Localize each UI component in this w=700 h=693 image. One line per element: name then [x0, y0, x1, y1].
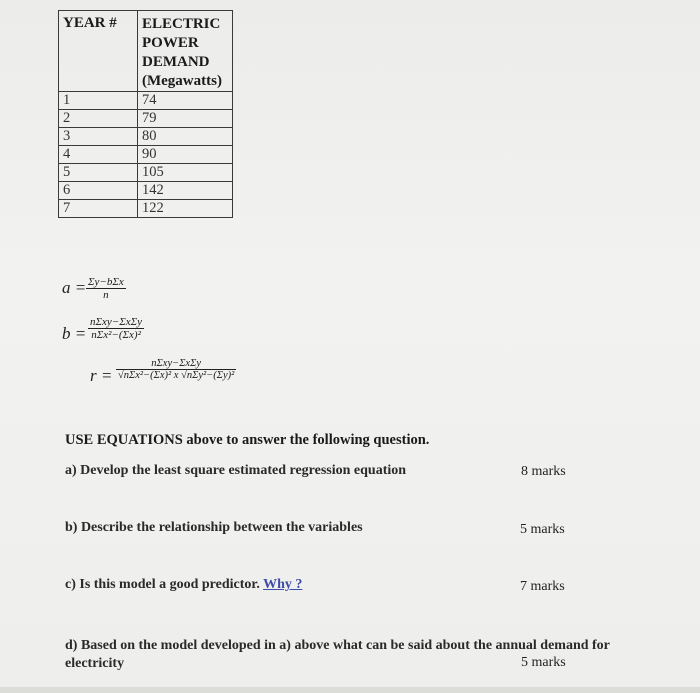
- table-header-row: [59, 11, 233, 92]
- question-c: [65, 577, 302, 593]
- formula-a-fraction: [86, 276, 126, 301]
- question-c-marks: 7 marks: [520, 579, 565, 594]
- demand-header-line: DEMAND: [142, 54, 210, 70]
- formula-r-lhs: r =: [90, 366, 113, 385]
- demand-header-line: POWER: [142, 35, 199, 51]
- year-column-header: YEAR #: [59, 11, 138, 92]
- year-cell: 4: [59, 146, 138, 164]
- demand-column-header: [138, 11, 233, 92]
- demand-header-line: ELECTRIC: [142, 16, 221, 32]
- formula-a-numerator: Σy−bΣx: [88, 276, 124, 288]
- formula-a: [62, 278, 86, 298]
- demand-cell: 80: [138, 128, 233, 146]
- question-b: b) Describe the relationship between the variables: [65, 520, 363, 535]
- formula-r-denominator: √nΣx²−(Σx)² x √nΣy²−(Σy)²: [118, 370, 235, 381]
- photo-edge-shadow: [0, 687, 700, 693]
- formula-r: [90, 366, 112, 386]
- year-cell: 3: [59, 128, 138, 146]
- year-cell: 6: [59, 182, 138, 200]
- formula-r-numerator: nΣxy−ΣxΣy: [151, 358, 201, 369]
- table-row: [59, 92, 233, 110]
- formula-a-denominator: n: [86, 288, 126, 301]
- demand-cell: 142: [138, 182, 233, 200]
- formula-a-lhs: a =: [62, 278, 87, 297]
- year-cell: 1: [59, 92, 138, 110]
- formula-b-lhs: b =: [62, 324, 87, 343]
- why-link[interactable]: Why ?: [263, 577, 303, 592]
- question-a: a) Develop the least square estimated regression equation: [65, 463, 407, 478]
- table-row: [59, 128, 233, 146]
- table-row: [59, 146, 233, 164]
- table-row: [59, 164, 233, 182]
- question-b-marks: 5 marks: [520, 522, 565, 537]
- question-a-marks: 8 marks: [521, 464, 566, 479]
- formula-b-denominator: nΣx²−(Σx)²: [88, 328, 144, 341]
- question-c-text: c) Is this model a good predictor.: [65, 577, 260, 592]
- table-row: [59, 182, 233, 200]
- table-row: [59, 200, 233, 218]
- demand-header-line: (Megawatts): [142, 73, 222, 89]
- formula-b-numerator: nΣxy−ΣxΣy: [90, 316, 143, 328]
- formula-b-fraction: [88, 316, 144, 341]
- demand-cell: 74: [138, 92, 233, 110]
- year-cell: 7: [59, 200, 138, 218]
- demand-cell: 90: [138, 146, 233, 164]
- power-demand-table: [58, 10, 233, 218]
- demand-cell: 79: [138, 110, 233, 128]
- demand-cell: 122: [138, 200, 233, 218]
- instructions-heading: USE EQUATIONS above to answer the following question.: [65, 432, 430, 448]
- year-cell: 5: [59, 164, 138, 182]
- formula-r-fraction: [116, 358, 236, 381]
- demand-cell: 105: [138, 164, 233, 182]
- question-d-marks: 5 marks: [521, 655, 566, 670]
- year-cell: 2: [59, 110, 138, 128]
- formula-b: [62, 324, 86, 344]
- table-row: [59, 110, 233, 128]
- question-d: d) Based on the model developed in a) above what can be said about the annual demand for electricity: [65, 638, 610, 671]
